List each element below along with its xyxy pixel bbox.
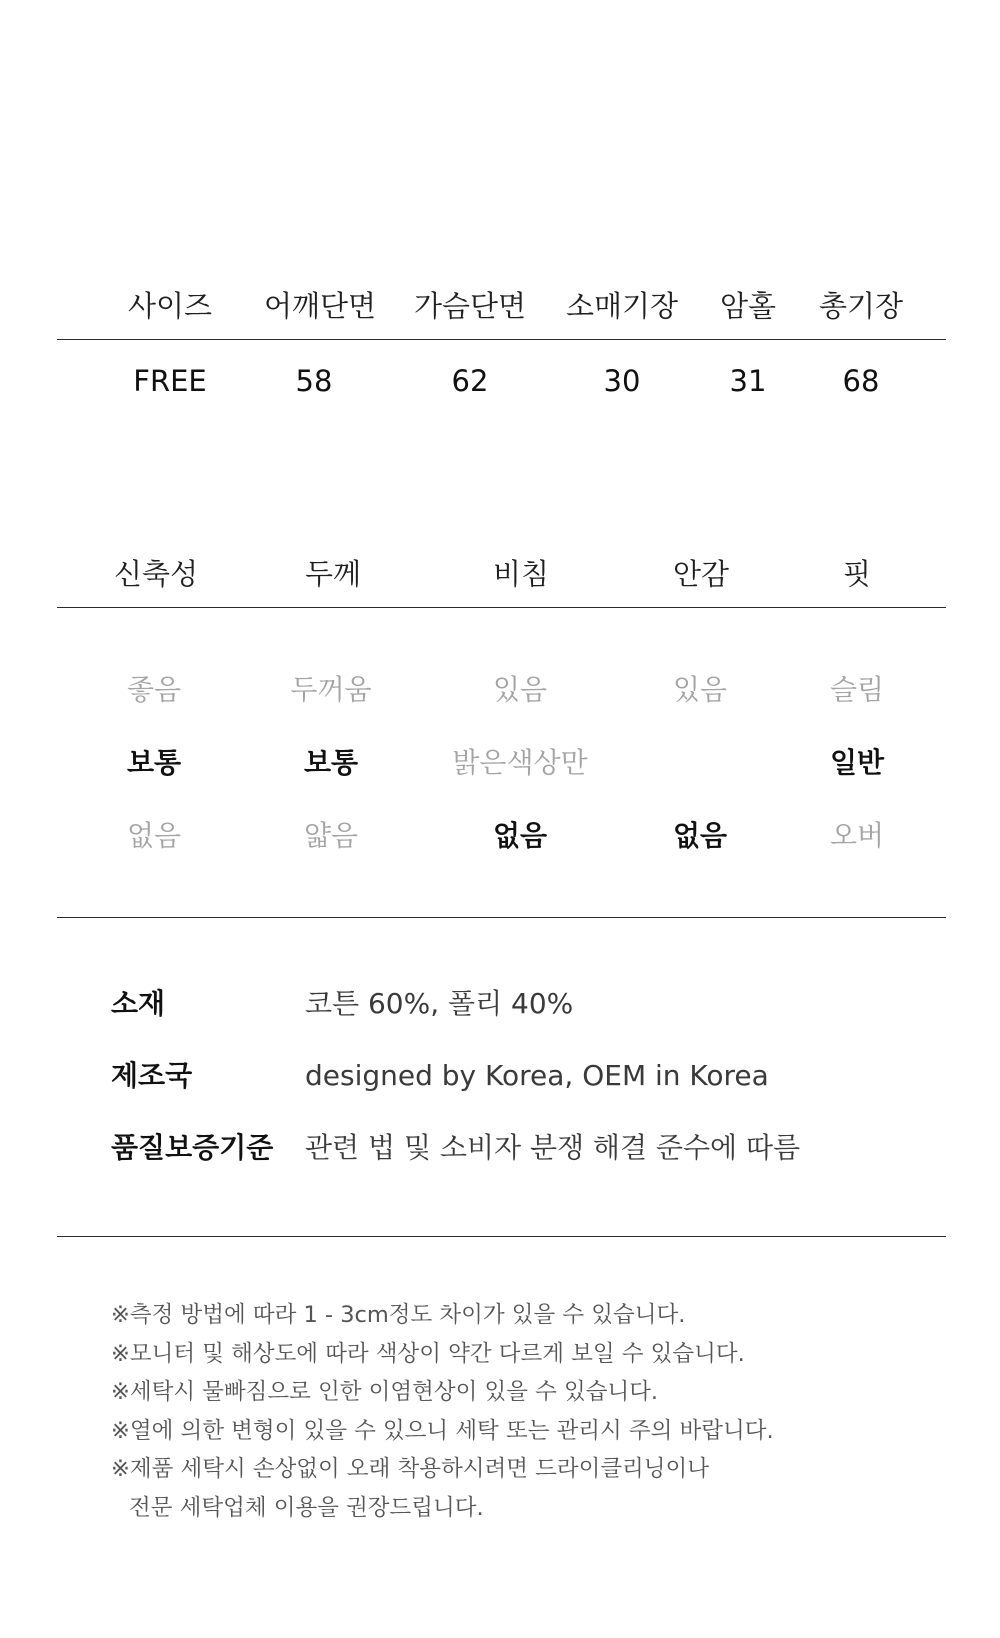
- char-table-divider: [57, 607, 946, 608]
- size-value-chest: 62: [451, 364, 489, 398]
- size-header-length: 총기장: [818, 289, 904, 323]
- option-lining-yes: 있음: [672, 673, 728, 706]
- note-measurement: ※측정 방법에 따라 1 - 3cm정도 차이가 있을 수 있습니다.: [111, 1302, 686, 1328]
- option-stretch-none: 없음: [126, 819, 182, 852]
- option-fit-over: 오버: [829, 819, 885, 852]
- material-value: 코튼 60%, 폴리 40%: [305, 987, 574, 1020]
- note-heat-deformation: ※열에 의한 변형이 있을 수 있으니 세탁 또는 관리시 주의 바랍니다.: [111, 1417, 774, 1444]
- char-header-lining: 안감: [672, 557, 730, 591]
- warranty-value: 관련 법 및 소비자 분쟁 해결 준수에 따름: [305, 1131, 801, 1164]
- info-bottom-divider: [57, 1236, 946, 1237]
- material-label: 소재: [111, 987, 166, 1020]
- size-value-armhole: 31: [729, 364, 767, 398]
- char-header-sheerness: 비침: [492, 557, 550, 591]
- size-header-size: 사이즈: [127, 289, 213, 323]
- option-sheer-yes: 있음: [492, 673, 548, 706]
- option-sheer-light-only: 밝은색상만: [452, 746, 588, 779]
- option-fit-regular: 일반: [829, 746, 885, 779]
- option-fit-slim: 슬림: [829, 673, 885, 706]
- origin-value: designed by Korea, OEM in Korea: [305, 1059, 769, 1092]
- char-bottom-divider: [57, 917, 946, 918]
- option-thickness-thick: 두꺼움: [290, 673, 372, 706]
- size-header-armhole: 암홀: [719, 289, 777, 323]
- note-dry-cleaning: ※제품 세탁시 손상없이 오래 착용하시려면 드라이클리닝이나: [111, 1456, 709, 1482]
- option-stretch-good: 좋음: [126, 673, 182, 706]
- option-thickness-normal: 보통: [303, 746, 359, 779]
- size-table-divider: [57, 339, 946, 340]
- care-notes: [111, 1296, 774, 1527]
- size-value-shoulder: 58: [295, 364, 333, 398]
- option-thickness-thin: 얇음: [303, 819, 359, 852]
- size-value-length: 68: [842, 364, 880, 398]
- size-header-shoulder: 어깨단면: [263, 289, 377, 323]
- option-lining-none: 없음: [672, 819, 728, 852]
- size-value-size: FREE: [133, 364, 207, 398]
- size-header-sleeve: 소매기장: [565, 289, 679, 323]
- note-color-bleed: ※세탁시 물빠짐으로 인한 이염현상이 있을 수 있습니다.: [111, 1379, 659, 1405]
- option-stretch-normal: 보통: [126, 746, 182, 779]
- warranty-label: 품질보증기준: [111, 1131, 274, 1164]
- size-header-chest: 가슴단면: [413, 289, 527, 323]
- char-header-fit: 핏: [842, 557, 872, 591]
- char-header-thickness: 두께: [304, 557, 362, 591]
- origin-label: 제조국: [111, 1059, 193, 1092]
- note-dry-cleaning-cont: 전문 세탁업체 이용을 권장드립니다.: [129, 1494, 484, 1521]
- char-header-stretch: 신축성: [113, 557, 199, 591]
- option-sheer-none: 없음: [492, 819, 548, 852]
- size-value-sleeve: 30: [603, 364, 641, 398]
- note-monitor-color: ※모니터 및 해상도에 따라 색상이 약간 다르게 보일 수 있습니다.: [111, 1340, 745, 1367]
